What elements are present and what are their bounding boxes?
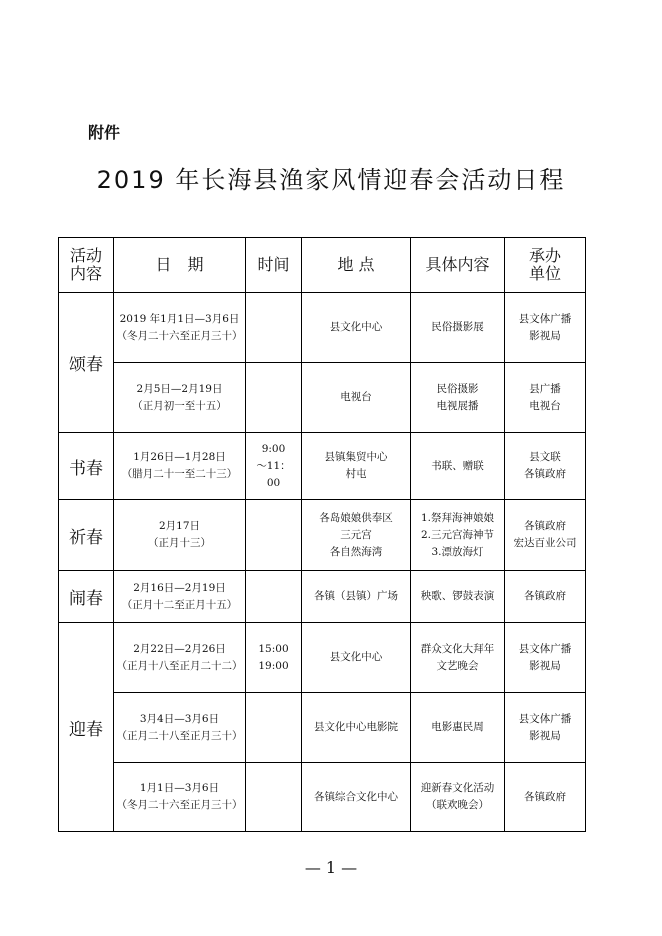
content-cell [411, 763, 505, 832]
time-text: 19:00 [258, 659, 289, 672]
time-cell [246, 571, 302, 623]
time-text: 15:00 [258, 642, 289, 655]
date-text: （冬月二十六至正月三十） [116, 799, 243, 811]
table-row [59, 500, 586, 571]
header-date: 日 期 [114, 238, 246, 293]
date-cell [114, 693, 246, 763]
organizer-cell [505, 571, 586, 623]
organizer-cell [505, 293, 586, 363]
category-cell: 书春 [59, 433, 114, 500]
header-content: 具体内容 [411, 238, 505, 293]
header-organizer-line: 承办 [528, 246, 561, 265]
place-text: 县文化中心 [329, 321, 383, 333]
place-cell [302, 571, 411, 623]
content-cell [411, 433, 505, 500]
content-text: 民俗摄影展 [431, 321, 484, 333]
organizer-text: 县广播 [529, 382, 561, 395]
place-cell [302, 363, 411, 433]
table-row [59, 363, 586, 433]
header-activity [59, 238, 114, 293]
organizer-text: 县文体广播 [518, 712, 572, 725]
table-row [59, 293, 586, 363]
place-text: 各岛娘娘供奉区 [319, 511, 393, 524]
content-text: 电视展播 [436, 399, 479, 412]
content-cell [411, 623, 505, 693]
category-cell: 颂春 [59, 293, 114, 433]
date-cell [114, 623, 246, 693]
content-text: 3.漂放海灯 [431, 545, 484, 558]
organizer-text: 各镇政府 [524, 520, 566, 532]
date-text: （正月十二至正月十五） [121, 598, 238, 611]
date-text: 2月16日—2月19日 [133, 581, 226, 594]
place-cell [302, 693, 411, 763]
table-row [59, 571, 586, 623]
place-text: 村屯 [345, 468, 367, 480]
content-text: 迎新春文化活动 [420, 782, 495, 794]
date-text: 1月26日—1月28日 [133, 451, 226, 463]
content-text: 2.三元宫海神节 [420, 528, 495, 541]
schedule-table [58, 237, 586, 832]
header-organizer-line: 单位 [528, 264, 561, 283]
place-cell [302, 500, 411, 571]
date-cell [114, 293, 246, 363]
organizer-cell [505, 693, 586, 763]
content-text: 群众文化大拜年 [420, 642, 495, 655]
header-place: 地 点 [302, 238, 411, 293]
content-text: 文艺晚会 [436, 659, 479, 672]
content-text: 书联、赠联 [431, 459, 484, 472]
place-text: 三元宫 [340, 528, 372, 541]
table-row [59, 763, 586, 832]
content-text: （联欢晚会） [426, 799, 489, 811]
content-cell [411, 500, 505, 571]
organizer-text: 各镇政府 [524, 790, 566, 803]
date-text: （正月二十八至正月三十） [116, 729, 243, 742]
organizer-text: 各镇政府 [524, 468, 566, 480]
time-text: 00 [266, 476, 281, 489]
place-text: 各镇综合文化中心 [314, 790, 398, 803]
organizer-cell [505, 500, 586, 571]
place-text: 电视台 [340, 391, 372, 403]
organizer-cell [505, 763, 586, 832]
table-row [59, 693, 586, 763]
category-cell: 闹春 [59, 571, 114, 623]
table-row [59, 433, 586, 500]
place-cell [302, 763, 411, 832]
content-cell [411, 363, 505, 433]
organizer-text: 宏达百业公司 [513, 537, 577, 549]
date-cell [114, 571, 246, 623]
organizer-text: 县文体广播 [518, 312, 572, 325]
time-cell [246, 363, 302, 433]
organizer-text: 各镇政府 [524, 590, 566, 602]
time-cell [246, 763, 302, 832]
date-text: 2月5日—2月19日 [136, 382, 223, 395]
header-row [59, 238, 586, 293]
header-activity-line: 内容 [69, 264, 102, 283]
place-text: 县文化中心 [329, 651, 383, 663]
place-text: 县镇集贸中心 [324, 451, 388, 463]
document-title: 2019 年长海县渔家风情迎春会活动日程 [96, 166, 566, 194]
time-cell [246, 623, 302, 693]
content-text: 民俗摄影 [436, 382, 479, 395]
time-text: 9:00 [261, 442, 286, 455]
date-text: 1月1日—3月6日 [139, 782, 220, 794]
organizer-text: 县文联 [529, 451, 561, 463]
date-text: 3月4日—3月6日 [139, 712, 220, 725]
time-cell [246, 433, 302, 500]
place-text: 各镇（县镇）广场 [314, 590, 398, 602]
place-cell [302, 433, 411, 500]
date-text: （腊月二十一至二十三） [121, 468, 238, 480]
content-text: 电影惠民周 [431, 721, 484, 733]
organizer-text: 电视台 [529, 399, 561, 412]
content-cell [411, 693, 505, 763]
category-cell: 迎春 [59, 623, 114, 832]
organizer-cell [505, 623, 586, 693]
date-cell [114, 433, 246, 500]
date-text: 2019 年1月1日—3月6日 [119, 312, 240, 325]
organizer-cell [505, 433, 586, 500]
time-cell [246, 693, 302, 763]
header-time: 时间 [246, 238, 302, 293]
content-text: 秧歌、锣鼓表演 [420, 590, 495, 602]
place-cell [302, 293, 411, 363]
date-text: （正月十三） [148, 537, 211, 549]
date-text: （正月初一至十五） [132, 399, 227, 412]
date-text: 2月17日 [158, 520, 201, 532]
place-text: 县文化中心电影院 [314, 721, 398, 733]
annex-label: 附件 [88, 123, 121, 142]
content-cell [411, 293, 505, 363]
date-cell [114, 500, 246, 571]
organizer-cell [505, 363, 586, 433]
date-cell [114, 763, 246, 832]
content-cell [411, 571, 505, 623]
place-cell [302, 623, 411, 693]
time-cell [246, 293, 302, 363]
date-cell [114, 363, 246, 433]
time-text: ～11： [256, 459, 291, 472]
organizer-text: 县文体广播 [518, 642, 572, 655]
time-cell [246, 500, 302, 571]
date-text: 2月22日—2月26日 [133, 642, 226, 655]
page-number: — 1 — [304, 858, 358, 877]
content-text: 1.祭拜海神娘娘 [420, 511, 495, 524]
organizer-text: 影视局 [529, 329, 561, 342]
category-cell: 祈春 [59, 500, 114, 571]
organizer-text: 影视局 [529, 659, 561, 672]
date-text: （冬月二十六至正月三十） [116, 329, 243, 342]
header-activity-line: 活动 [69, 246, 102, 265]
place-text: 各自然海湾 [329, 545, 383, 558]
table-row [59, 623, 586, 693]
organizer-text: 影视局 [529, 729, 561, 742]
header-organizer [505, 238, 586, 293]
date-text: （正月十八至正月二十二） [116, 659, 243, 672]
